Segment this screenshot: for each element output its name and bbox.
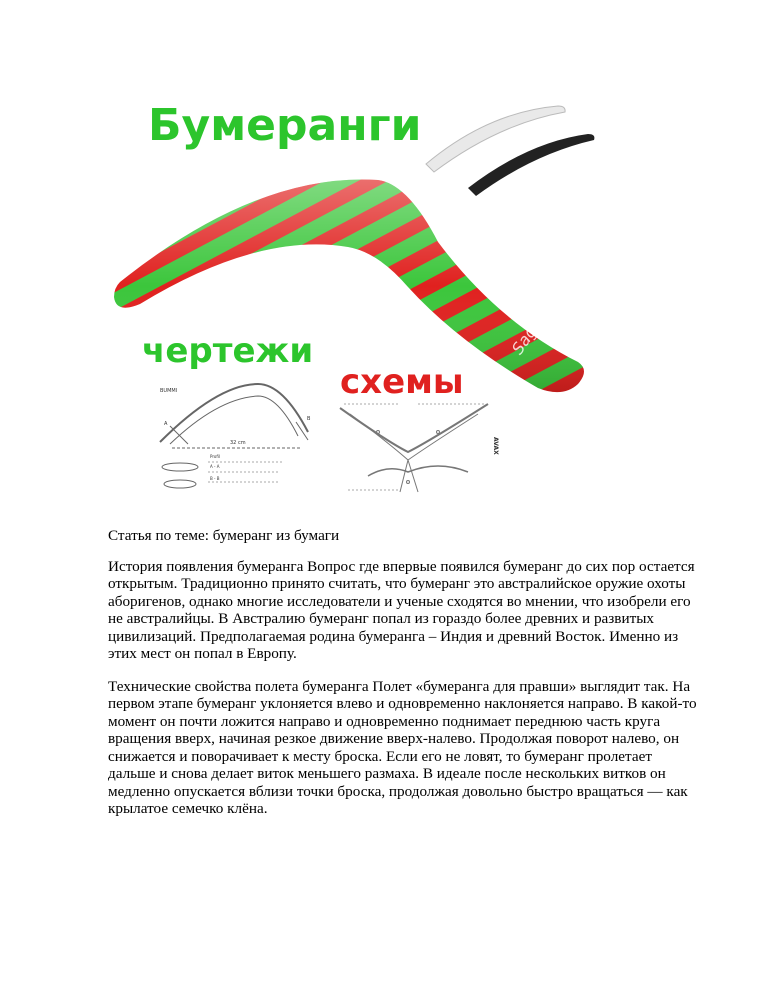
article-title: Статья по теме: бумеранг из бумаги: [108, 527, 340, 544]
drawing-point-a: A: [164, 421, 168, 427]
drawing-section-aa: A - A: [210, 464, 220, 469]
article: [108, 527, 698, 833]
article-paragraph-2: Технические свойства полета бумеранга Полет «бумеранга для правши» выглядит так. На первом этапе бумеранг уклоняется влево и одновременно наклоняется направо. В какой-то момент он почти ложится направо и одновременно поднимает переднюю часть круга вращения вверх, начиная резкое движение вверх-налево. Продолжая поворот налево, он снижается и поворачивает к месту броска. Если его не ловят, то бумеранг пролетает дальше и снова делает виток меньшего размаха. В идеале после нескольких витков он медленно опускается вблизи точки броска, продолжая довольно быстро вращаться — как крылатое семечко клёна.: [108, 677, 697, 817]
drawing-length: 32 cm: [230, 440, 246, 446]
drawing-section-bb: B - B: [210, 476, 220, 481]
label-schemes: схемы: [340, 362, 464, 402]
drawing-name: BUMMI: [160, 388, 178, 394]
drawing-brand: AVAX: [492, 437, 499, 455]
label-drawings: чертежи: [142, 331, 314, 371]
article-paragraph-1: История появления бумеранга Вопрос где впервые появился бумеранг до сих пор остается открытым. Традиционно принято считать, что бумеранг это австралийское оружие охоты аборигенов, однако многие исследователи и ученые сходятся во мнении, что изобрели его не австралийцы. В Австралию бумеранг попал из гораздо более древних и развитых цивилизаций. Предполагаемая родина бумеранга – Индия и древний Восток. Именно из этих мест он попал в Европу.: [108, 557, 695, 662]
watermark: Saga: [507, 314, 547, 358]
drawing-point-b: B: [307, 416, 311, 422]
hero-image: [108, 92, 600, 502]
small-boomerang-white: [426, 106, 565, 172]
technical-drawing-right: [340, 404, 488, 492]
small-boomerang-black: [468, 134, 594, 196]
hero-title: Бумеранги: [148, 100, 422, 151]
technical-drawing-left: [160, 384, 308, 488]
drawing-profil: Profil: [210, 454, 220, 459]
